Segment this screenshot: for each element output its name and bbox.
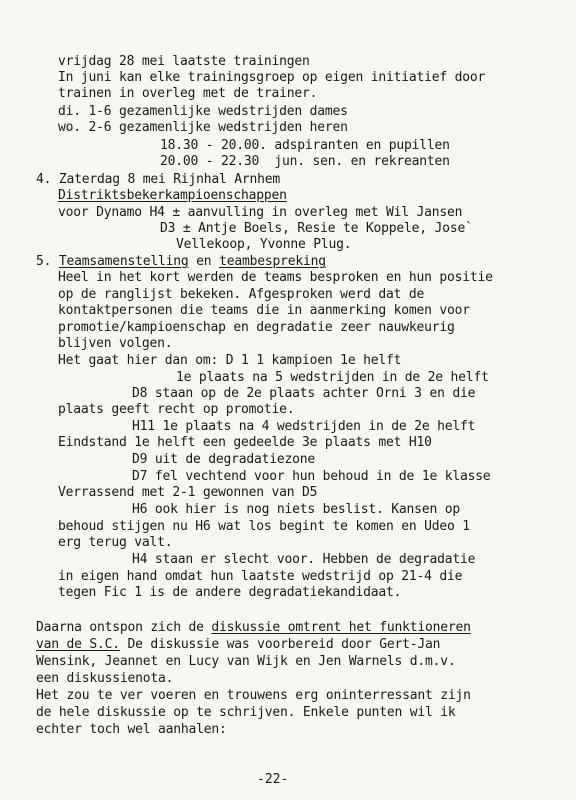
section-heading: 4. Zaterdag 8 mei Rijnhal Arnhem — [36, 172, 281, 187]
underlined-heading: teambespreking — [219, 254, 326, 269]
text-line: vrijdag 28 mei laatste trainingen — [58, 54, 310, 69]
text-line: Verrassend met 2-1 gewonnen van D5 — [58, 485, 318, 500]
text-line: een diskussienota. — [36, 671, 174, 686]
text-line: H6 ook hier is nog niets beslist. Kansen op — [132, 502, 460, 517]
section-number: 5. — [36, 254, 59, 269]
text-fragment: en — [188, 254, 220, 269]
text-line: Eindstand 1e helft een gedeelde 3e plaats met H10 — [58, 435, 432, 450]
text-line: trainen in overleg met de trainer. — [58, 86, 318, 101]
text-line: de hele diskussie op te schrijven. Enkele punten wil ik — [36, 705, 456, 720]
text-line: H11 1e plaats na 4 wedstrijden in de 2e helft — [132, 419, 476, 434]
text-line: voor Dynamo H4 ± aanvulling in overleg met Wil Jansen — [58, 205, 463, 220]
text-line: Vellekoop, Yvonne Plug. — [176, 237, 352, 252]
text-line: Het zou te ver voeren en trouwens erg oninterressant zijn — [36, 688, 471, 703]
text-line: plaats geeft recht op promotie. — [58, 402, 295, 417]
text-line: 18.30 - 20.00. adspiranten en pupillen — [160, 138, 450, 153]
text-line: blijven volgen. — [58, 336, 173, 351]
text-line: erg terug valt. — [58, 535, 173, 550]
text-line: behoud stijgen nu H6 wat los begint te komen en Udeo 1 — [58, 519, 470, 534]
section-heading — [36, 254, 326, 270]
text-line: D8 staan op de 2e plaats achter Orni 3 en die — [132, 386, 476, 401]
text-line: wo. 2-6 gezamenlijke wedstrijden heren — [58, 120, 348, 135]
text-line: tegen Fic 1 is de andere degradatiekandidaat. — [58, 585, 402, 600]
text-line — [36, 637, 440, 653]
text-line: D3 ± Antje Boels, Resie te Koppele, Jose` — [160, 221, 473, 236]
text-line: promotie/kampioenschap en degradatie zeer nauwkeurig — [58, 320, 455, 335]
text-line: D7 fel vechtend voor hun behoud in de 1e klasse — [132, 469, 491, 484]
underlined-phrase: diskussie omtrent het funktioneren — [211, 620, 471, 635]
text-line: Heel in het kort werden de teams besproken en hun positie — [58, 270, 493, 285]
underlined-phrase: van de S.C. — [36, 637, 120, 652]
text-fragment: Daarna ontspon zich de — [36, 620, 212, 635]
text-line: Het gaat hier dan om: D 1 1 kampioen 1e helft — [58, 353, 402, 368]
text-line: 20.00 - 22.30 jun. sen. en rekreanten — [160, 154, 450, 169]
text-line: Wensink, Jeannet en Lucy van Wijk en Jen Warnels d.m.v. — [36, 654, 456, 669]
underlined-heading: Distriktsbekerkampioenschappen — [58, 188, 287, 203]
text-line: echter toch wel aanhalen: — [36, 722, 227, 737]
text-line: kontaktpersonen die teams die in aanmerking komen voor — [58, 303, 470, 318]
text-line — [36, 620, 471, 636]
text-fragment: De diskussie was voorbereid door Gert-Jan — [119, 637, 441, 652]
text-line: op de ranglijst bekeken. Afgesproken werd dat de — [58, 287, 425, 302]
text-line: in eigen hand omdat hun laatste wedstrijd op 21-4 die — [58, 569, 463, 584]
text-line: In juni kan elke trainingsgroep op eigen initiatief door — [58, 70, 486, 85]
text-line: D9 uit de degradatiezone — [132, 452, 316, 467]
page-number: -22- — [257, 772, 289, 787]
text-line: di. 1-6 gezamenlijke wedstrijden dames — [58, 104, 348, 119]
text-line: H4 staan er slecht voor. Hebben de degradatie — [132, 552, 476, 567]
underlined-heading: Teamsamenstelling — [58, 254, 189, 269]
text-line: 1e plaats na 5 wedstrijden in de 2e helft — [176, 370, 489, 385]
